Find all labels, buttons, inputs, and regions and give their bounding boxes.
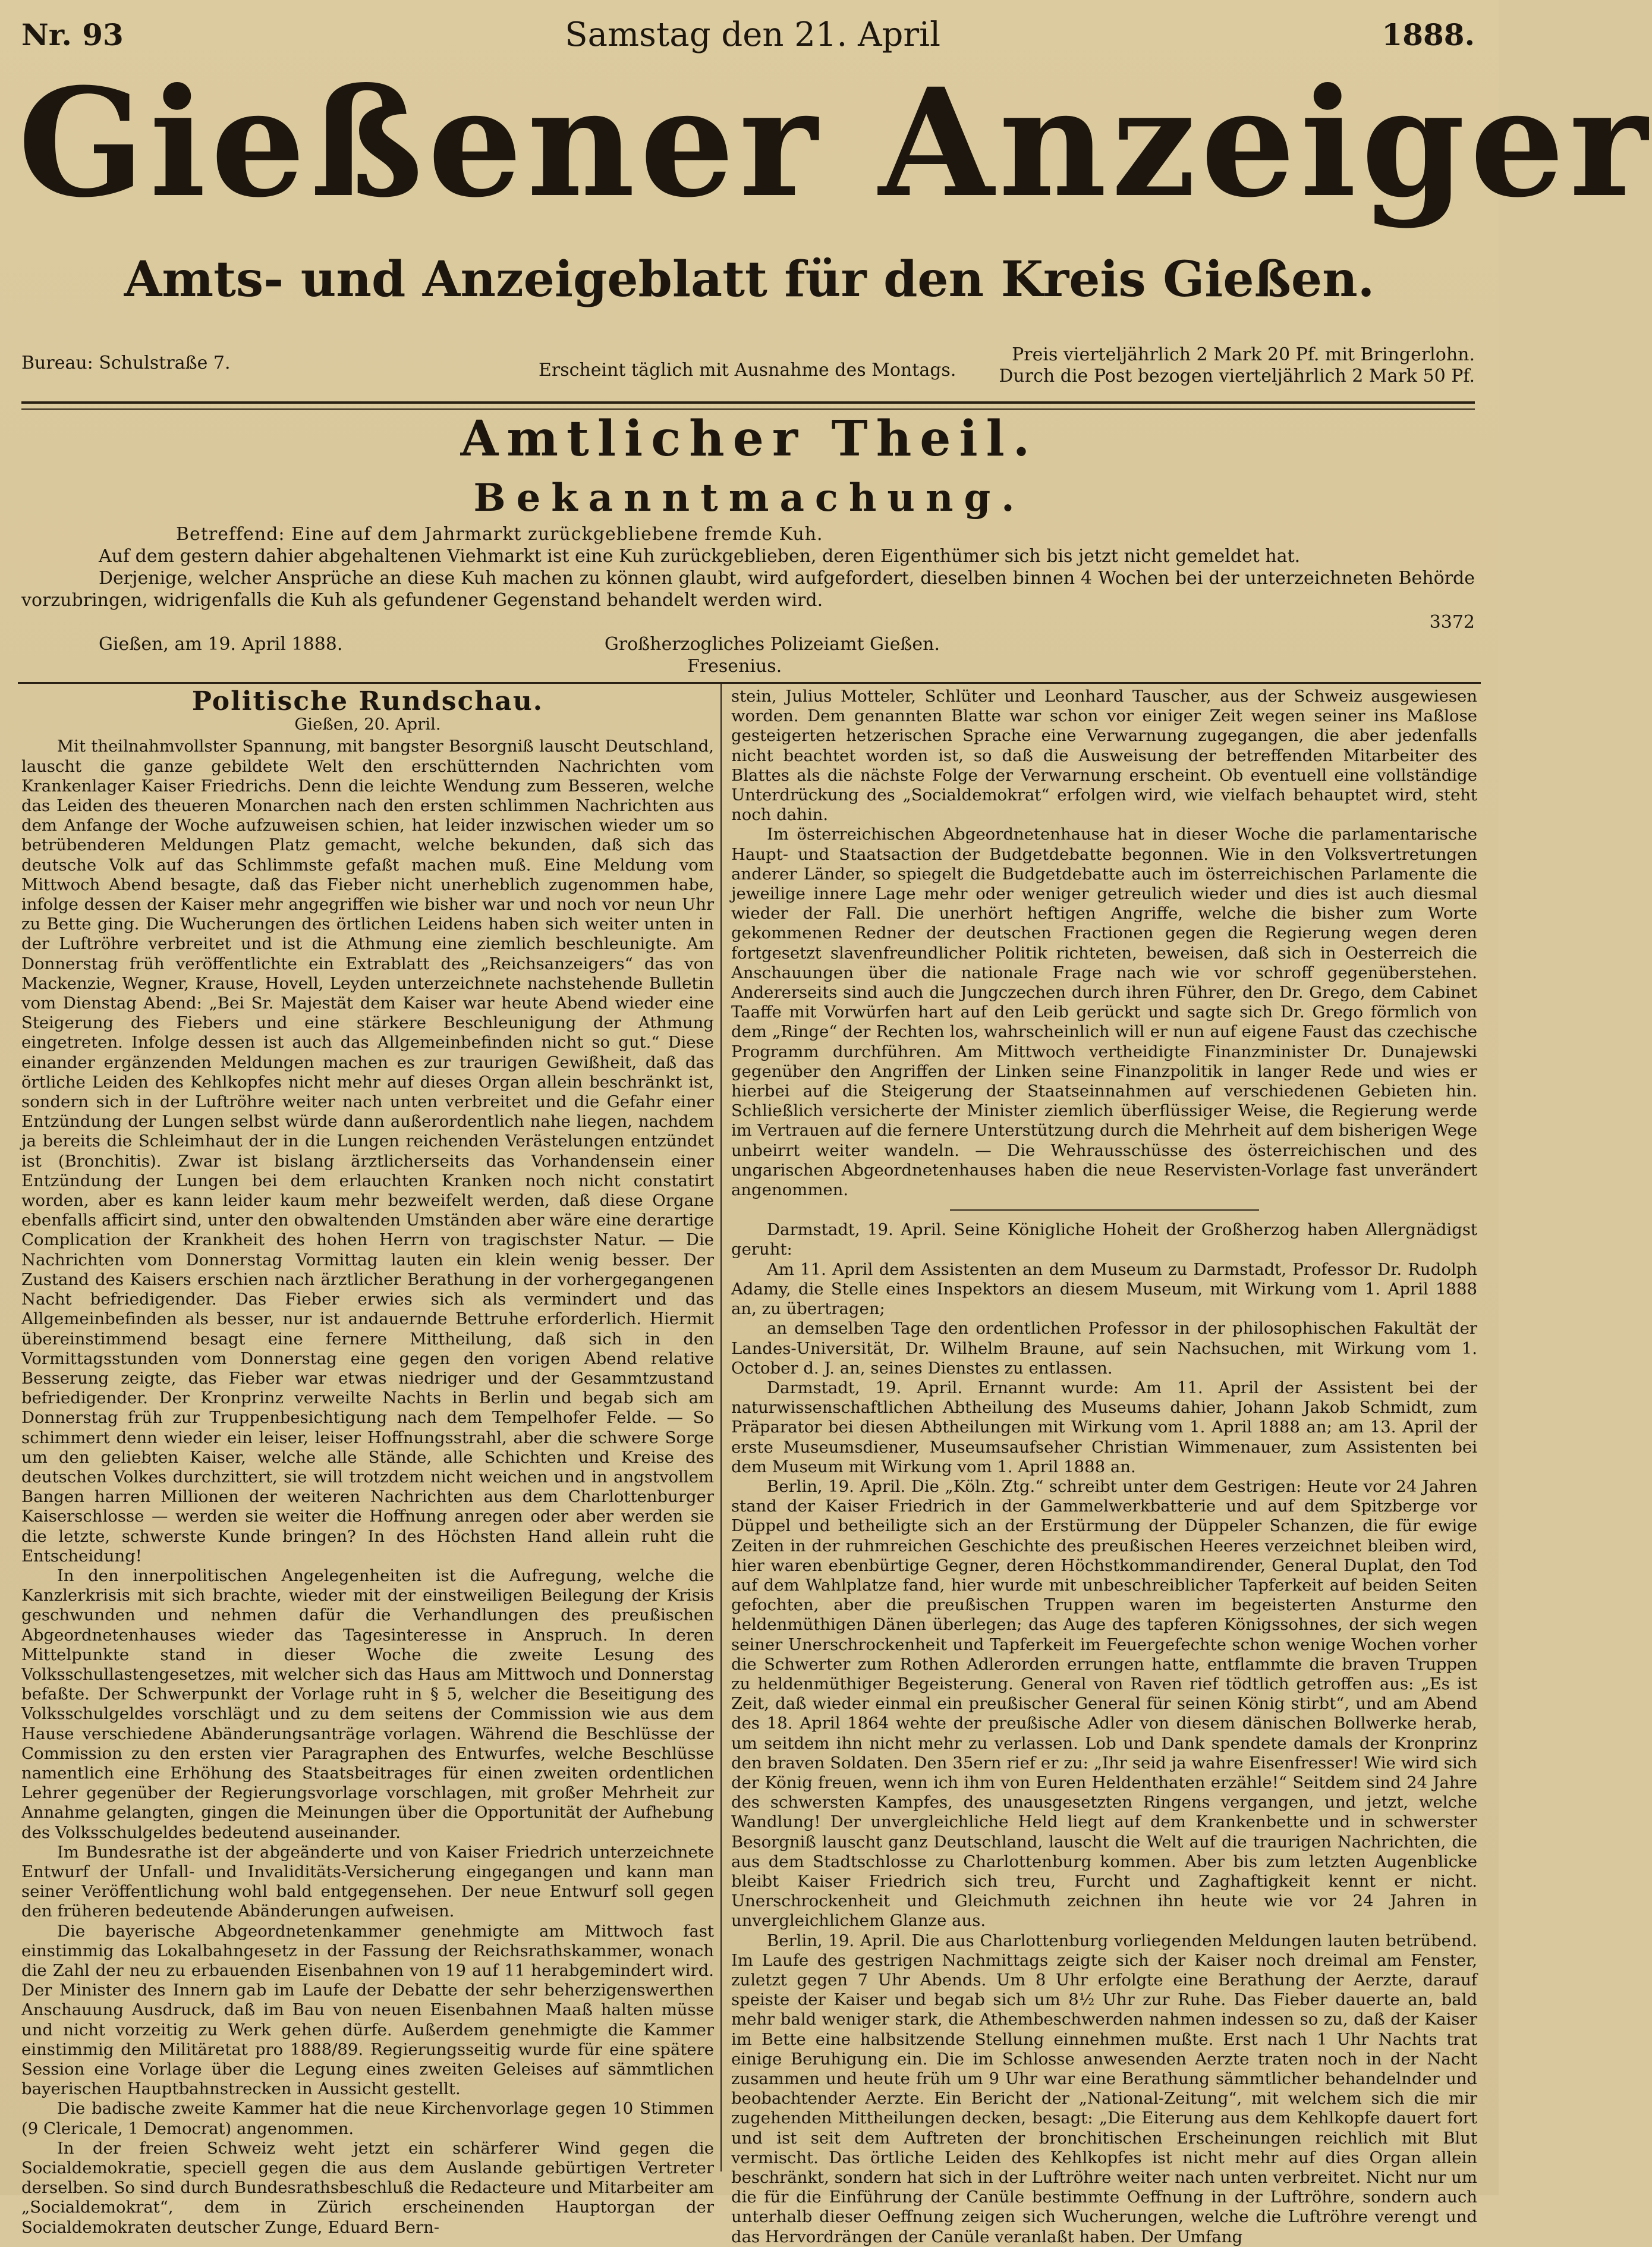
price-info: [999, 344, 1475, 387]
issue-number: Nr. 93: [21, 17, 124, 52]
article-paragraph: stein, Julius Motteler, Schlüter und Leonhard Tauscher, aus der Schweiz ausgewiesen worden. Dem genannten Blatte war schon vor einiger Zeit wegen seiner ins Maßlose gesteigerten hetzerischen Sprache eine Verwarnung zugegangen, die aber jedenfalls nicht beachtet worden ist, so daß die Ausweisung der betreffenden Mitarbeiter des Blattes als die nächste Folge der Verwarnung erscheint. Ob eventuell eine vollständige Unterdrückung des „Socialdemokrat“ erfolgen wird, wie vielfach behauptet wird, steht noch dahin.: [731, 687, 1477, 825]
notice-number: 3372: [1429, 612, 1475, 633]
article-paragraph: Im Bundesrathe ist der abgeänderte und von Kaiser Friedrich unterzeichnete Entwurf der Unfall- und Invaliditäts-Versicherung eingegangen und kann man seiner Veröffentlichung wohl bald entgegensehen. Der neue Entwurf soll gegen den früheren bedeutende Abänderungen aufweisen.: [21, 1842, 714, 1921]
news-paragraph: Berlin, 19. April. Die aus Charlottenburg vorliegenden Meldungen lauten betrübend. Im Laufe des gestrigen Nachmittags zeigte sich der Kaiser noch dreimal am Fenster, zuletzt gegen 7 Uhr Abends. Um 8 Uhr erfolgte eine Berathung der Aerzte, darauf speiste der Kaiser und begab sich um 8½ Uhr zur Ruhe. Das Fieber dauerte an, bald mehr bald weniger stark, die Athembeschwerden nahmen indessen so zu, daß der Kaiser im Bette eine halbsitzende Stellung einnehmen mußte. Erst nach 1 Uhr Nachts trat einige Beruhigung ein. Die im Schlosse anwesenden Aerzte traten noch in der Nacht zusammen und heute früh um 9 Uhr war eine Berathung sämmtlicher behandelnder und beobachtender Aerzte. Ein Bericht der „National-Zeitung“, mit welchem sich die mir zugehenden Mittheilungen decken, besagt: „Die Eiterung aus dem Kehlkopfe dauert fort und ist seit dem Auftreten der bronchitischen Erscheinungen reichlich mit Blut vermischt. Das örtliche Leiden des Kehlkopfes ist nicht mehr auf dies Organ allein beschränkt, sondern hat sich in der Luftröhre weiter nach unten verbreitet. Nicht nur um die für die Einführung der Canüle bestimmte Oeffnung in der Luftröhre, sondern auch unterhalb dieser Oeffnung zeigen sich Wucherungen, welche die Luftröhre verengt und das Hervordrängen der Canüle veranlaßt haben. Der Umfang: [731, 1931, 1477, 2246]
price-line-2: Durch die Post bezogen vierteljährlich 2 Mark 50 Pf.: [999, 366, 1475, 386]
info-bar: [21, 342, 1475, 404]
article-paragraph: In der freien Schweiz weht jetzt ein schärferer Wind gegen die Socialdemokratie, speciell gegen die aus dem Auslande gebürtigen Vertreter derselben. So sind durch Bundesrathsbeschluß die Redacteure und Mitarbeiter am „Socialdemokrat“, dem in Zürich erscheinenden Hauptorgan der Socialdemokraten deutscher Zunge, Eduard Bern-: [21, 2138, 714, 2237]
article-paragraph: Mit theilnahmvollster Spannung, mit bangster Besorgniß lauscht Deutschland, lauscht die ganze gebildete Welt den erschütternden Nachrichten vom Krankenlager Kaiser Friedrichs. Denn die leichte Wendung zum Besseren, welche das Leiden des theueren Monarchen nach den ersten schlimmen Nachrichten aus dem Anfange der Woche aufzuweisen schien, hat leider inzwischen wieder um so betrübenderen Meldungen Platz gemacht, welche bekunden, daß sich das deutsche Volk auf das Schlimmste gefaßt machen muß. Eine Meldung vom Mittwoch Abend besagte, daß das Fieber nicht unerheblich zugenommen habe, infolge dessen der Kaiser mehr angegriffen wie bisher war und noch vor neun Uhr zu Bette ging. Die Wucherungen des örtlichen Leidens haben sich weiter unten in der Luftröhre verbreitet und ist die Athmung eine ziemlich beschleunigte. Am Donnerstag früh veröffentlichte ein Extrablatt des „Reichsanzeigers“ das von Mackenzie, Wegner, Krause, Hovell, Leyden unterzeichnete nachstehende Bulletin vom Dienstag Abend: „Bei Sr. Majestät dem Kaiser war heute Abend wieder eine Steigerung des Fiebers und eine stärkere Beschleunigung der Athmung eingetreten. Infolge dessen ist auch das Allgemeinbefinden nicht so gut.“ Diese einander ergänzenden Meldungen machen es zur traurigen Gewißheit, daß das örtliche Leiden des Kehlkopfes nicht mehr auf dieses Organ allein beschränkt ist, sondern sich in der Luftröhre weiter nach unten verbreitet und die Gefahr einer Entzündung der Lungen selbst würde dann außerordentlich nahe liegen, nachdem ja bereits die Schleimhaut der in die Lungen reichenden Verästelungen entzündet ist (Bronchitis). Zwar ist bislang ärztlicherseits das Vorhandensein einer Entzündung der Lungen bei dem erlauchten Kranken noch nicht constatirt worden, aber es kann leider kaum mehr bezweifelt werden, daß diese Organe ebenfalls afficirt sind, unter den obwaltenden Umständen aber wäre eine derartige Complication der Krankheit des hohen Herrn von tragischster Natur. — Die Nachrichten vom Donnerstag Vormittag lauten ein klein wenig besser. Der Zustand des Kaisers erschien nach ärztlicher Berathung in der vorhergegangenen Nacht befriedigender. Das Fieber erwies sich als vermindert und das Allgemeinbefinden als besser, nur ist andauernde Bettruhe erforderlich. Hiermit übereinstimmend besagt eine fernere Mittheilung, daß sich in den Vormittagsstunden vom Donnerstag eine gegen den vorigen Abend relative Besserung zeigte, das Fieber war etwas niedriger und der Gesammtzustand befriedigender. Der Kronprinz verweilte Nachts in Berlin und begab sich am Donnerstag früh zur Truppenbesichtigung nach dem Tempelhofer Felde. — So schimmert denn wieder ein leiser, leiser Hoffnungsstrahl, aber die schwere Sorge um den geliebten Kaiser, welche alle Stände, alle Schichten und Kreise des deutschen Volkes durchzittert, sie will trotzdem nicht weichen und in angstvollem Bangen harren Millionen der weiteren Nachrichten aus dem Charlottenburger Kaiserschlosse — werden sie weiter die Hoffnung anregen oder aber werden sie die letzte, schwerste Kunde bringen? In des Höchsten Hand allein ruht die Entscheidung!: [21, 737, 714, 1566]
notice-title: Bekanntmachung.: [473, 476, 1025, 520]
notice-text-1: Auf dem gestern dahier abgehaltenen Viehmarkt ist eine Kuh zurückgeblieben, deren Eigenthümer sich bis jetzt nicht gemeldet hat.: [99, 546, 1301, 567]
notice-place-date: Gießen, am 19. April 1888.: [99, 634, 343, 655]
issue-date: Samstag den 21. April: [565, 15, 940, 54]
column-divider: [720, 684, 722, 2171]
article-paragraph: In den innerpolitischen Angelegenheiten ist die Aufregung, welche die Kanzlerkrisis mit sich brachte, wieder mit der einstweiligen Beilegung der Krisis geschwunden und nehmen dafür die Verhandlungen des preußischen Abgeordnetenhauses wieder das Tagesinteresse in Anspruch. In deren Mittelpunkte stand in dieser Woche die zweite Lesung des Volksschullastengesetzes, mit welcher sich das Haus am Mittwoch und Donnerstag befaßte. Der Schwerpunkt der Vorlage ruht in § 5, welcher die Beseitigung des Volksschulgeldes vorschlägt und zu dem seitens der Commission wie aus dem Hause verschiedene Abänderungsanträge vorlagen. Während die Beschlüsse der Commission zu den ersten vier Paragraphen des Entwurfes, welche Beschlüsse namentlich eine Erhöhung des Staatsbeitrages für einen zweiten ordentlichen Lehrer gegenüber der Regierungsvorlage vorschlagen, mit großer Mehrheit zur Annahme gelangten, gingen die Meinungen über die Opportunität der Aufhebung des Volksschulgeldes bedeutend auseinander.: [21, 1566, 714, 1842]
left-column: [21, 686, 714, 2237]
top-line: [21, 11, 1475, 58]
news-paragraph: an demselben Tage den ordentlichen Professor in der philosophischen Fakultät der Landes-Universität, Dr. Wilhelm Braune, auf sein Nachsuchen, mit Wirkung vom 1. October d. J. an, seines Dienstes zu entlassen.: [731, 1319, 1477, 1378]
article-paragraph: Im österreichischen Abgeordnetenhause hat in dieser Woche die parlamentarische Haupt- und Staatsaction der Budgetdebatte begonnen. Wie in den Volksvertretungen anderer Länder, so spiegelt die Budgetdebatte auch im österreichischen Parlamente die jeweilige innere Lage mehr oder weniger getreulich wieder und dies ist auch diesmal wieder der Fall. Die unerhört heftigen Angriffe, welche die bisher zum Worte gekommenen Redner der deutschen Fractionen gegen die Regierung wegen deren fortgesetzt slavenfreundlicher Politik richteten, beweisen, daß sich in Oesterreich die Anschauungen über die nationale Frage nach wie vor schroff gegenüberstehen. Andererseits sind auch die Jungczechen durch ihren Führer, den Dr. Grego, dem Cabinet Taaffe mit Vorwürfen hart auf den Leib gerückt und sagte sich Dr. Grego förmlich von dem „Ringe“ der Rechten los, wahrscheinlich will er nun auf eigene Faust das czechische Programm durchführen. Am Mittwoch vertheidigte Finanzminister Dr. Dunajewski gegenüber den Angriffen der Linken seine Finanzpolitik in langer Rede und wies er hierbei auf die Steigerung der Staatseinnahmen auf verschiedenen Gebieten hin. Schließlich versicherte der Minister ziemlich überflüssiger Weise, die Regierung werde im Vertrauen auf die fernere Unterstützung durch die Mehrheit auf dem bisherigen Wege unbeirrt weiter wandeln. — Die Wehrausschüsse des österreichischen und des ungarischen Abgeordnetenhauses haben die neue Reservisten-Vorlage fast unverändert angenommen.: [731, 825, 1477, 1200]
news-paragraph: Am 11. April dem Assistenten an dem Museum zu Darmstadt, Professor Dr. Rudolph Adamy, die Stelle eines Inspektors an diesem Museum, mit Wirkung vom 1. April 1888 an, zu übertragen;: [731, 1259, 1477, 1319]
masthead-title: Gießener Anzeiger: [18, 55, 1652, 230]
politics-dateline: Gießen, 20. April.: [294, 715, 441, 734]
right-column: [731, 687, 1477, 2246]
masthead-subtitle: Amts- und Anzeigeblatt für den Kreis Gießen.: [124, 251, 1375, 308]
official-notice: [21, 523, 1475, 677]
issue-year: 1888.: [1382, 17, 1475, 52]
news-paragraph: Darmstadt, 19. April. Seine Königliche Hoheit der Großherzog haben Allergnädigst geruht:: [731, 1220, 1477, 1259]
official-section-title: Amtlicher Theil.: [460, 410, 1039, 467]
notice-authority: Großherzogliches Polizeiamt Gießen.: [604, 634, 940, 655]
price-line-1: Preis vierteljährlich 2 Mark 20 Pf. mit Bringerlohn.: [1012, 344, 1475, 365]
article-paragraph: Die badische zweite Kammer hat die neue Kirchenvorlage gegen 10 Stimmen (9 Clericale, 1 Democrat) angenommen.: [21, 2099, 714, 2138]
politics-heading: Politische Rundschau.: [191, 686, 544, 716]
notice-signature-line: [21, 633, 1475, 655]
notice-text-2: Derjenige, welcher Ansprüche an diese Kuh machen zu können glaubt, wird aufgefordert, dieselben binnen 4 Wochen bei der unterzeichneten Behörde vorzubringen, widrigenfalls die Kuh als gefundener Gegenstand behandelt werden wird.: [21, 568, 1475, 611]
bureau-address: Bureau: Schulstraße 7.: [21, 353, 231, 373]
notice-signature: Fresenius.: [687, 656, 782, 677]
info-bar-rule: [21, 408, 1475, 410]
section-rule: [18, 682, 1481, 684]
notice-subject: Betreffend: Eine auf dem Jahrmarkt zurückgebliebene fremde Kuh.: [176, 524, 823, 545]
publication-schedule: Erscheint täglich mit Ausnahme des Montags.: [539, 360, 956, 381]
news-paragraph: Darmstadt, 19. April. Ernannt wurde: Am 11. April der Assistent bei der naturwissenschaftlichen Abtheilung des Museums dahier, Johann Jakob Schmidt, zum Präparator bei diesen Abtheilungen mit Wirkung vom 1. April 1888 an; am 13. April der erste Museumsdiener, Museumsaufseher Christian Wimmenauer, zum Assistenten bei dem Museum mit Wirkung vom 1. April 1888 an.: [731, 1378, 1477, 1476]
news-paragraph: Berlin, 19. April. Die „Köln. Ztg.“ schreibt unter dem Gestrigen: Heute vor 24 Jahren stand der Kaiser Friedrich in der Gammelwerkbatterie und auf dem Spitzberge vor Düppel und betheiligte sich an der Erstürmung der Düppeler Schanzen, die für ewige Zeiten in der ruhmreichen Geschichte des preußischen Heeres verzeichnet bleiben wird, hier waren ebenbürtige Gegner, deren Höchstkommandirender, General Duplat, den Tod auf dem Wahlplatze fand, hier wurde mit unbeschreiblicher Tapferkeit auf beiden Seiten gefochten, aber die preußischen Truppen waren im begeisterten Ansturme den heldenmüthigen Dänen überlegen; das Auge des tapferen Königssohnes, der sich wegen seiner Unerschrockenheit und Tapferkeit im Feuergefechte schon wenige Wochen vorher die Schwerter zum Rothen Adlerorden errungen hatte, entflammte die braven Truppen zu heldenmüthiger Begeisterung. General von Raven rief tödtlich getroffen aus: „Es ist Zeit, daß wieder einmal ein preußischer General für seinen König stirbt“, und am Abend des 18. April 1864 wehte der preußische Adler von diesem dänischen Bollwerke herab, um seitdem ihn nicht mehr zu verlassen. Lob und Dank spendete damals der Kronprinz den braven Soldaten. Den 35ern rief er zu: „Ihr seid ja wahre Eisenfresser! Wie wird sich der König freuen, wenn ich ihm von Euren Heldenthaten erzähle!“ Seitdem sind 24 Jahre des schwersten Kampfes, des unausgesetzten Ringens vergangen, und jetzt, welche Wandlung! Der unvergleichliche Held liegt auf dem Krankenbette und in schwerster Besorgniß lauscht ganz Deutschland, lauscht die Welt auf die traurigen Nachrichten, die aus dem Stadtschlosse zu Charlottenburg kommen. Aber bis zum letzten Augenblicke bleibt Kaiser Friedrich sich treu, Furcht und Zaghaftigkeit kennt er nicht. Unerschrockenheit und Gleichmuth zeichnen ihn heute wie vor 24 Jahren in unvergleichlichem Glanze aus.: [731, 1476, 1477, 1931]
column-separator: [950, 1209, 1259, 1211]
article-paragraph: Die bayerische Abgeordnetenkammer genehmigte am Mittwoch fast einstimmig das Lokalbahngesetz in der Fassung der Reichsrathskammer, wonach die Zahl der neu zu erbauenden Eisenbahnen von 19 auf 11 herabgemindert wird. Der Minister des Innern gab im Laufe der Debatte der sehr beherzigenswerthen Anschauung Ausdruck, daß im Bau von neuen Eisenbahnen Maaß halten müsse und nicht vorzeitig zu Werk gehen dürfe. Außerdem genehmigte die Kammer einstimmig den Militäretat pro 1888/89. Regierungsseitig wurde für eine spätere Session eine Vorlage über die Legung eines zweiten Geleises auf sämmtlichen bayerischen Hauptbahnstrecken in Aussicht gestellt.: [21, 1921, 714, 2099]
